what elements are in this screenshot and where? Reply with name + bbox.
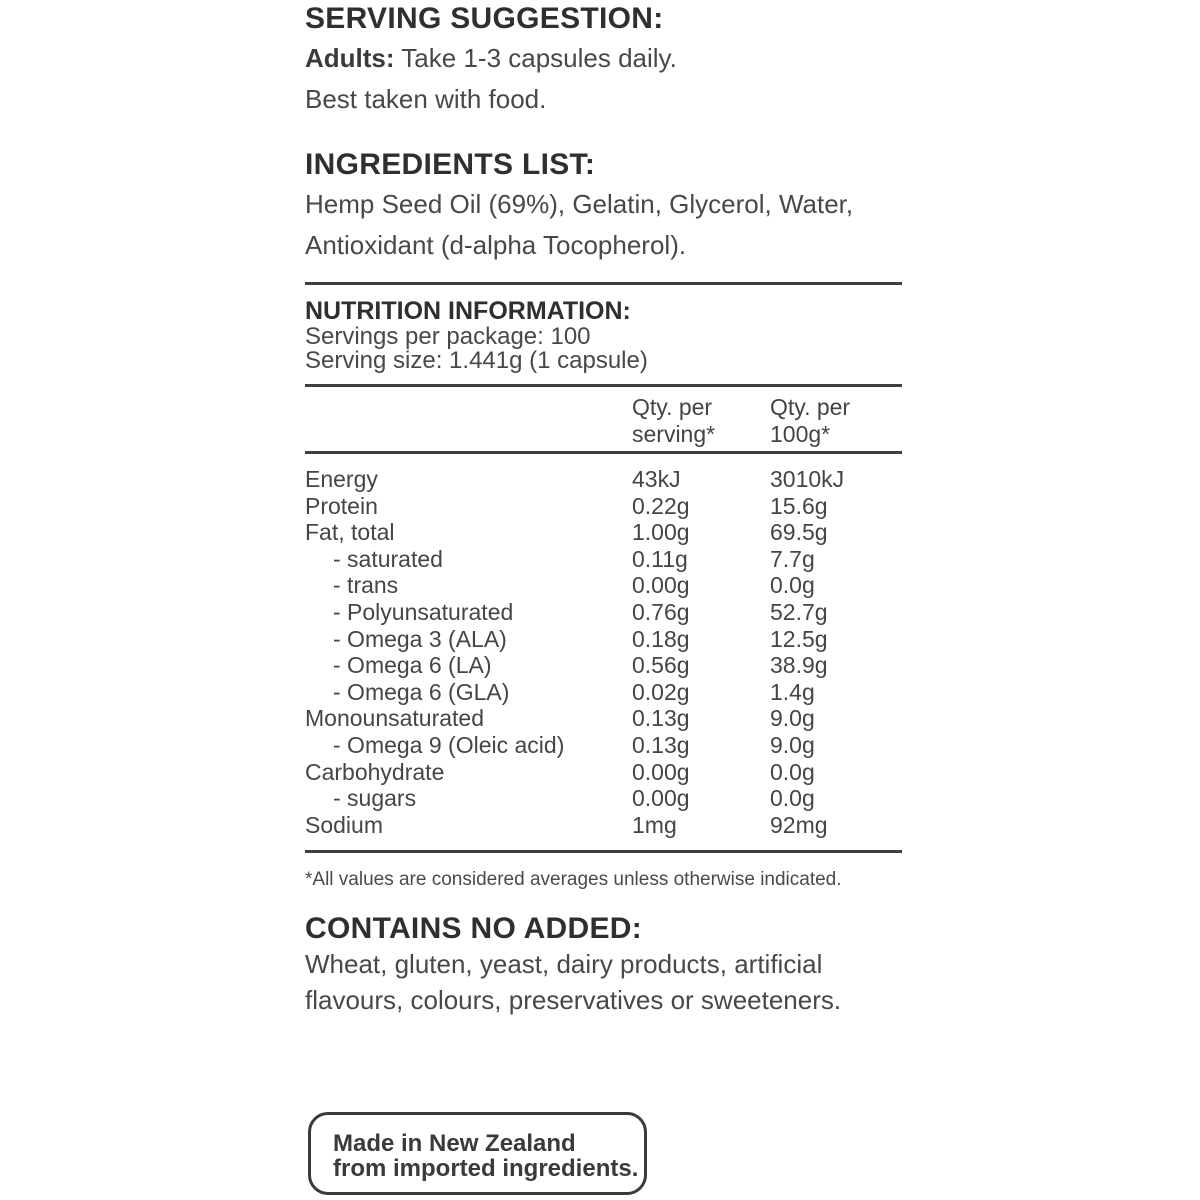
row-label: - Omega 6 (GLA) <box>333 678 510 705</box>
label-sheet <box>305 0 902 1200</box>
table-row <box>305 679 902 706</box>
per-100g-value: 0.0g <box>770 785 815 812</box>
per-100g-value: 52.7g <box>770 598 828 625</box>
per-serving-value: 0.02g <box>632 678 690 705</box>
serving-suggestion-text <box>305 38 677 120</box>
origin-line1: Made in New Zealand <box>333 1130 576 1157</box>
divider-header-bottom <box>305 451 902 454</box>
table-row <box>305 785 902 812</box>
per-serving-value: 0.00g <box>632 785 690 812</box>
column-header-per-100g: Qty. per 100g* <box>770 394 851 447</box>
origin-line2: from imported ingredients. <box>333 1155 639 1182</box>
per-serving-value: 0.56g <box>632 652 690 679</box>
origin-box <box>308 1112 647 1195</box>
row-label: - trans <box>333 572 399 599</box>
per-100g-value: 7.7g <box>770 545 815 572</box>
per-serving-value: 0.11g <box>632 545 688 572</box>
row-label: Fat, total <box>305 519 395 546</box>
per-100g-value: 0.0g <box>770 758 815 785</box>
serving-size: Serving size: 1.441g (1 capsule) <box>305 347 648 374</box>
column-header-per-serving: Qty. per serving* <box>632 394 716 447</box>
table-row <box>305 493 902 520</box>
table-row <box>305 732 902 759</box>
divider-table-bottom <box>305 850 902 853</box>
row-label: - Polyunsaturated <box>333 598 514 625</box>
table-row <box>305 652 902 679</box>
row-label: - Omega 3 (ALA) <box>333 625 507 652</box>
table-row <box>305 705 902 732</box>
origin-text <box>333 1131 638 1181</box>
per-serving-value: 0.22g <box>632 492 690 519</box>
per-serving-value: 1mg <box>632 811 677 838</box>
per-100g-value: 92mg <box>770 811 828 838</box>
row-label: - saturated <box>333 545 443 572</box>
per-100g-value: 1.4g <box>770 678 815 705</box>
row-label: - Omega 9 (Oleic acid) <box>333 731 565 758</box>
table-row <box>305 546 902 573</box>
table-row <box>305 759 902 786</box>
table-column-headers <box>305 394 902 448</box>
per-serving-value: 0.00g <box>632 758 690 785</box>
adults-instruction: Take 1-3 capsules daily. <box>394 43 677 73</box>
serving-suggestion-line1 <box>305 38 677 79</box>
nutrition-table <box>305 466 902 838</box>
per-100g-value: 9.0g <box>770 731 815 758</box>
divider-top <box>305 282 902 285</box>
row-label: Protein <box>305 492 378 519</box>
row-label: - sugars <box>333 785 417 812</box>
per-100g-value: 69.5g <box>770 519 828 546</box>
column-spacer <box>305 394 632 448</box>
contains-no-added-heading: CONTAINS NO ADDED: <box>305 912 643 945</box>
per-serving-value: 0.00g <box>632 572 690 599</box>
table-footnote: *All values are considered averages unless otherwise indicated. <box>305 869 842 890</box>
table-row <box>305 466 902 493</box>
row-label: Monounsaturated <box>305 705 485 732</box>
contains-no-added-text: Wheat, gluten, yeast, dairy products, artificial flavours, colours, preservatives or sweeteners. <box>305 949 842 1015</box>
ingredients-text: Hemp Seed Oil (69%), Gelatin, Glycerol, Water, Antioxidant (d-alpha Tocopherol). <box>305 189 854 260</box>
per-100g-value: 38.9g <box>770 652 828 679</box>
nutrition-heading: NUTRITION INFORMATION: <box>305 297 631 325</box>
per-100g-value: 15.6g <box>770 492 828 519</box>
table-row <box>305 812 902 839</box>
row-label: - Omega 6 (LA) <box>333 652 492 679</box>
row-label: Sodium <box>305 811 383 838</box>
divider-header-top <box>305 384 902 387</box>
per-100g-value: 12.5g <box>770 625 828 652</box>
per-100g-value: 9.0g <box>770 705 815 732</box>
table-row <box>305 572 902 599</box>
per-serving-value: 0.18g <box>632 625 690 652</box>
row-label: Carbohydrate <box>305 758 445 785</box>
table-row <box>305 626 902 653</box>
serving-suggestion-heading: SERVING SUGGESTION: <box>305 2 664 35</box>
per-serving-value: 43kJ <box>632 466 681 492</box>
table-row <box>305 599 902 626</box>
servings-per-package: Servings per package: 100 <box>305 323 591 350</box>
ingredients-heading: INGREDIENTS LIST: <box>305 148 596 181</box>
per-serving-value: 0.13g <box>632 705 690 732</box>
table-row <box>305 519 902 546</box>
adults-label: Adults: <box>305 43 395 73</box>
per-serving-value: 0.13g <box>632 731 690 758</box>
per-100g-value: 3010kJ <box>770 466 845 492</box>
row-label: Energy <box>305 466 378 492</box>
per-100g-value: 0.0g <box>770 572 815 599</box>
per-serving-value: 0.76g <box>632 598 690 625</box>
per-serving-value: 1.00g <box>632 519 690 546</box>
serving-suggestion-line2: Best taken with food. <box>305 84 547 114</box>
